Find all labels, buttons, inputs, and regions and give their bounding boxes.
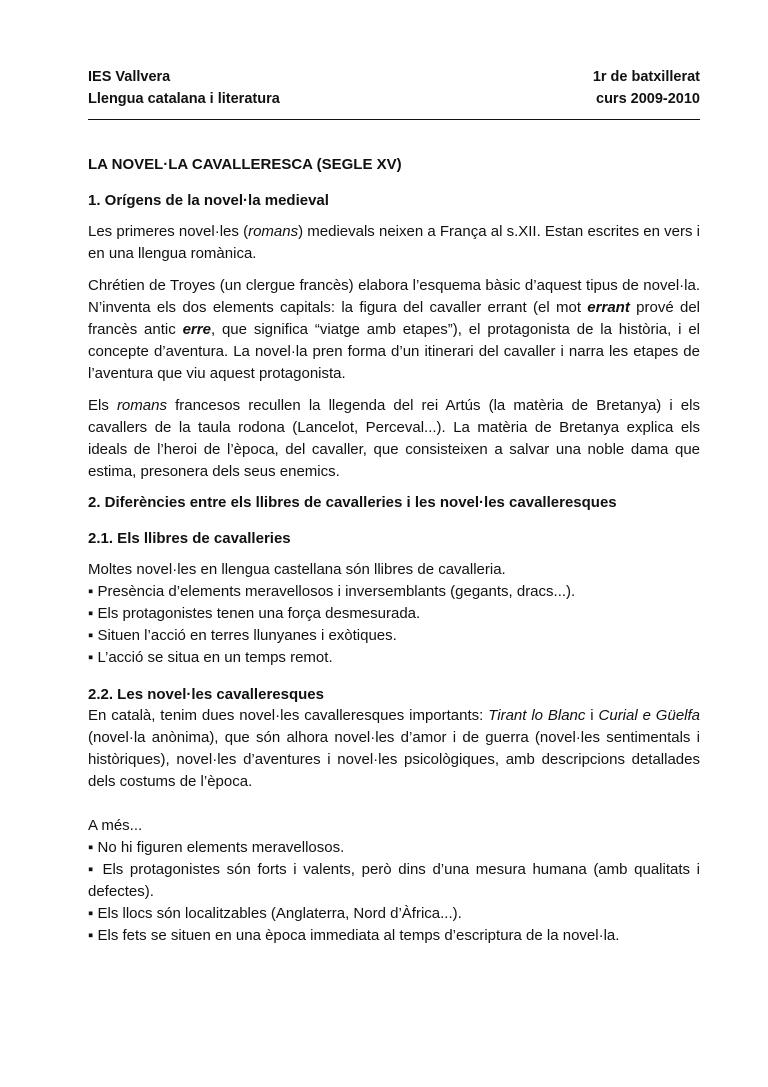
course-level: 1r de batxillerat — [592, 69, 700, 85]
section-2-1-list — [88, 559, 700, 669]
emphasis-errant: errant — [587, 299, 630, 316]
list-item: ▪ Els fets se situen en una època immediata al temps d’escriptura de la novel·la. — [88, 927, 620, 944]
school-year: curs 2009-2010 — [596, 91, 700, 107]
section-1-heading: 1. Orígens de la novel·la medieval — [88, 192, 329, 209]
emphasis-erre: erre — [182, 321, 211, 338]
page-content — [88, 66, 700, 947]
work-title-curial: Curial e Güelfa — [598, 707, 700, 724]
emphasis-romans-2: romans — [116, 397, 167, 414]
list-item: ▪ Els llocs són localitzables (Anglaterra, Nord d’Àfrica...). — [88, 905, 462, 922]
list-item: ▪ Els protagonistes tenen una força desmesurada. — [88, 605, 421, 622]
page-header — [88, 66, 700, 120]
section-2-1-heading: 2.1. Els llibres de cavalleries — [88, 530, 291, 547]
section-2-2-heading: 2.2. Les novel·les cavalleresques — [88, 686, 324, 703]
subject-name: Llengua catalana i literatura — [88, 91, 280, 107]
list-intro: A més... — [88, 817, 143, 834]
section-1-paragraph-2: Chrétien de Troyes (un clergue francès) elabora l’esquema bàsic d’aquest tipus de novel·la. N’inventa els dos elements capitals: la figura del cavaller errant (el mot errant prové del francès antic erre, que significa “viatge amb etapes”), el protagonista de la història, i el concepte d’aventura. La novel·la pren forma d’un itinerari del cavaller i narra les etapes de l’aventura que viu aquest protagonista. — [88, 277, 700, 382]
list-item: ▪ Situen l’acció en terres llunyanes i exòtiques. — [88, 627, 397, 644]
section-1-paragraph-3: Els romans francesos recullen la llegenda del rei Artús (la matèria de Bretanya) i els cavallers de la taula rodona (Lancelot, Perceval...). La matèria de Bretanya explica els ideals de l’heroi de l’època, del cavaller, que consisteixen a salvar una noble dama que estima, presonera dels seus enemics. — [88, 397, 700, 480]
section-2-2-paragraph: En català, tenim dues novel·les cavalleresques importants: Tirant lo Blanc i Curial e Güelfa (novel·la anònima), que són alhora novel·les d’amor i de guerra (novel·les sentimentals i històriques), novel·les d’aventures i novel·les psicològiques, amb descripcions detallades dels costums de l’època. — [88, 707, 700, 790]
document-title: LA NOVEL·LA CAVALLERESCA (SEGLE XV) — [88, 156, 402, 173]
work-title-tirant: Tirant lo Blanc — [488, 707, 586, 724]
list-item: ▪ Els protagonistes són forts i valents, però dins d’una mesura humana (amb qualitats i defectes). — [88, 861, 700, 900]
list-intro: Moltes novel·les en llengua castellana són llibres de cavalleria. — [88, 561, 506, 578]
header-divider — [88, 119, 700, 120]
section-2-heading: 2. Diferències entre els llibres de cavalleries i les novel·les cavalleresques — [88, 494, 617, 511]
list-item: ▪ No hi figuren elements meravellosos. — [88, 839, 345, 856]
school-name: IES Vallvera — [88, 69, 171, 85]
section-1-paragraph-1: Les primeres novel·les (romans) medievals neixen a França al s.XII. Estan escrites en vers i en una llengua romànica. — [88, 223, 700, 262]
list-item: ▪ L’acció se situa en un temps remot. — [88, 649, 333, 666]
emphasis-romans: romans — [248, 223, 299, 240]
section-2-2-list — [88, 815, 700, 947]
list-item: ▪ Presència d’elements meravellosos i inversemblants (gegants, dracs...). — [88, 583, 576, 600]
